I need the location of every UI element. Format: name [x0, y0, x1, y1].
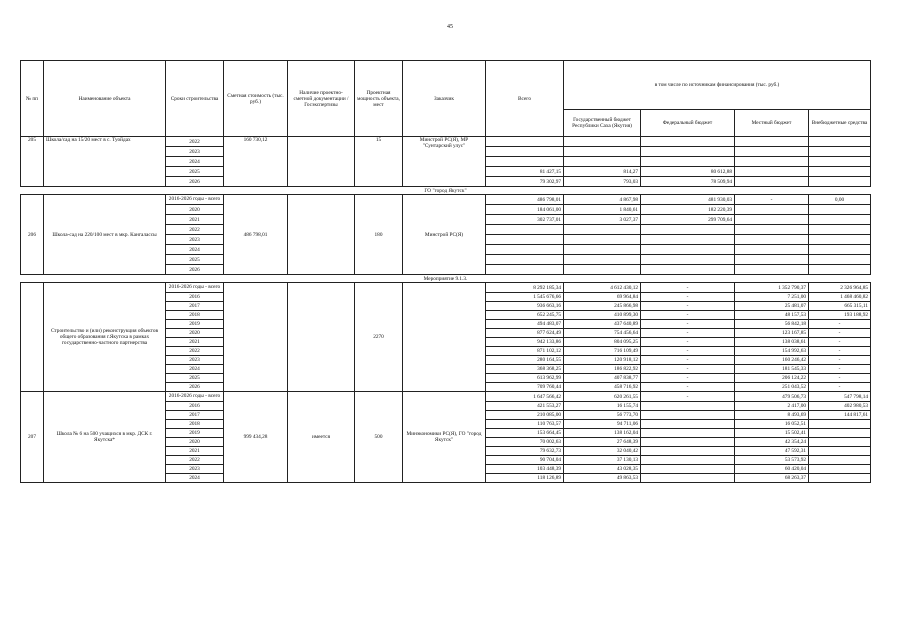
state-cell [564, 225, 641, 235]
extra-cell: - [809, 356, 871, 365]
state-cell [564, 157, 641, 167]
federal-cell [641, 235, 735, 245]
federal-cell [641, 465, 735, 474]
year-cell: 2017 [166, 302, 224, 311]
local-cell [735, 265, 809, 275]
col-header-name: Наименование объекта [44, 61, 166, 137]
state-cell: 56 773,70 [564, 411, 641, 420]
state-cell [564, 235, 641, 245]
local-cell: 206 124,22 [735, 374, 809, 383]
federal-cell: 80 612,88 [641, 167, 735, 177]
federal-cell: 182 220,39 [641, 205, 735, 215]
total-cell: 79 302,97 [486, 177, 564, 187]
local-cell: 56 842,18 [735, 320, 809, 329]
federal-cell [641, 255, 735, 265]
federal-cell [641, 474, 735, 483]
state-cell: 458 716,92 [564, 383, 641, 392]
state-cell: 410 899,30 [564, 311, 641, 320]
total-cell: 613 962,99 [486, 374, 564, 383]
state-cell: 4 612 430,12 [564, 283, 641, 293]
total-cell [486, 225, 564, 235]
extra-cell: - [809, 320, 871, 329]
year-cell: 2024 [166, 245, 224, 255]
federal-cell: - [641, 283, 735, 293]
extra-cell: 0,00 [809, 195, 871, 205]
extra-cell: 402 980,53 [809, 402, 871, 411]
year-cell: 2023 [166, 147, 224, 157]
federal-cell: 299 709,64 [641, 215, 735, 225]
state-cell: 186 822,92 [564, 365, 641, 374]
federal-cell: - [641, 374, 735, 383]
state-cell: 32 040,42 [564, 447, 641, 456]
year-cell: 2026 [166, 383, 224, 392]
cost-cell: 160 730,12 [224, 137, 288, 187]
total-cell: 1 647 566,42 [486, 392, 564, 402]
total-cell [486, 245, 564, 255]
state-cell: 1 840,61 [564, 205, 641, 215]
extra-cell: 547 798,14 [809, 392, 871, 402]
col-header-local: Местный бюджет [735, 110, 809, 137]
capacity-cell: 2270 [355, 283, 403, 392]
state-cell: 4 867,98 [564, 195, 641, 205]
state-cell: 138 162,04 [564, 429, 641, 438]
extra-cell [809, 420, 871, 429]
local-cell: 16 052,51 [735, 420, 809, 429]
federal-cell: - [641, 365, 735, 374]
extra-cell [809, 447, 871, 456]
year-cell: 2022 [166, 456, 224, 465]
table-row [21, 195, 871, 205]
year-cell: 2022 [166, 137, 224, 147]
header-row [21, 61, 871, 110]
state-cell [564, 147, 641, 157]
extra-cell [809, 205, 871, 215]
design-docs-cell: имеется [288, 392, 355, 483]
extra-cell [809, 456, 871, 465]
total-cell: 8 292 185,34 [486, 283, 564, 293]
year-cell: 2026 [166, 265, 224, 275]
state-cell: 43 028,35 [564, 465, 641, 474]
local-cell: - [735, 195, 809, 205]
year-cell: 2018 [166, 311, 224, 320]
year-cell: 2021 [166, 215, 224, 225]
extra-cell [809, 438, 871, 447]
state-cell [564, 137, 641, 147]
year-cell: 2023 [166, 356, 224, 365]
total-cell [486, 235, 564, 245]
total-cell: 184 061,00 [486, 205, 564, 215]
state-cell: 814,27 [564, 167, 641, 177]
federal-cell: - [641, 347, 735, 356]
extra-cell [809, 255, 871, 265]
total-cell: 90 704,04 [486, 456, 564, 465]
extra-cell [809, 474, 871, 483]
year-cell: 2016 [166, 402, 224, 411]
extra-cell: - [809, 347, 871, 356]
state-cell: 716 109,49 [564, 347, 641, 356]
design-docs-cell [288, 195, 355, 275]
state-cell [564, 245, 641, 255]
year-cell: 2020 [166, 205, 224, 215]
federal-cell [641, 447, 735, 456]
extra-cell [809, 465, 871, 474]
extra-cell [809, 429, 871, 438]
local-cell: 479 506,73 [735, 392, 809, 402]
federal-cell [641, 265, 735, 275]
year-cell: 2018 [166, 420, 224, 429]
year-cell: 2016-2026 годы - всего [166, 283, 224, 293]
extra-cell: - [809, 338, 871, 347]
state-cell [564, 265, 641, 275]
extra-cell: 2 326 964,85 [809, 283, 871, 293]
extra-cell: 193 188,92 [809, 311, 871, 320]
year-cell: 2019 [166, 429, 224, 438]
state-cell: 27 648,39 [564, 438, 641, 447]
extra-cell [809, 167, 871, 177]
page-number: 45 [447, 24, 453, 30]
total-cell: 421 553,27 [486, 402, 564, 411]
total-cell: 877 624,49 [486, 329, 564, 338]
local-cell [735, 177, 809, 187]
local-cell: 68 263,37 [735, 474, 809, 483]
cost-cell: 486 798,01 [224, 195, 288, 275]
year-cell: 2025 [166, 374, 224, 383]
cost-cell: 999 434,28 [224, 392, 288, 483]
total-cell: 110 763,57 [486, 420, 564, 429]
table-row [21, 392, 871, 402]
state-cell: 407 838,77 [564, 374, 641, 383]
local-cell [735, 255, 809, 265]
col-header-state-budget: Государственный бюджет Республики Саха (Якутия) [564, 110, 641, 137]
col-header-capacity: Проектная мощность объекта, мест [355, 61, 403, 137]
state-cell: 620 261,55 [564, 392, 641, 402]
state-cell [564, 255, 641, 265]
federal-cell [641, 147, 735, 157]
design-docs-cell [288, 137, 355, 187]
state-cell: 3 027,37 [564, 215, 641, 225]
extra-cell [809, 265, 871, 275]
year-cell: 2022 [166, 347, 224, 356]
extra-cell [809, 235, 871, 245]
col-header-customer: Заказчик [403, 61, 486, 137]
extra-cell: 144 817,61 [809, 411, 871, 420]
object-name: Школа № 6 на 500 учащихся в мкр. ДСК г. Якутска* [44, 392, 166, 483]
extra-cell [809, 245, 871, 255]
federal-cell [641, 411, 735, 420]
col-header-cost: Сметная стоимость (тыс. руб.) [224, 61, 288, 137]
total-cell: 79 632,73 [486, 447, 564, 456]
col-header-federal: Федеральный бюджет [641, 110, 735, 137]
design-docs-cell [288, 283, 355, 392]
local-cell [735, 147, 809, 157]
extra-cell [809, 215, 871, 225]
federal-cell [641, 456, 735, 465]
year-cell: 2022 [166, 225, 224, 235]
local-cell [735, 205, 809, 215]
local-cell: 60 420,04 [735, 465, 809, 474]
total-cell: 652 245,75 [486, 311, 564, 320]
federal-cell: - [641, 383, 735, 392]
year-cell: 2024 [166, 365, 224, 374]
customer-cell [403, 283, 486, 392]
financing-table [20, 60, 871, 483]
local-cell: 123 167,85 [735, 329, 809, 338]
total-cell: 153 664,45 [486, 429, 564, 438]
federal-cell [641, 245, 735, 255]
local-cell: 15 502,41 [735, 429, 809, 438]
local-cell [735, 137, 809, 147]
local-cell: 53 573,92 [735, 456, 809, 465]
customer-cell: Минстрой РС(Я), МР "Сунтарский улус" [403, 137, 486, 187]
total-cell [486, 255, 564, 265]
state-cell: 49 863,53 [564, 474, 641, 483]
extra-cell [809, 147, 871, 157]
state-cell: 120 918,12 [564, 356, 641, 365]
state-cell: 245 866,98 [564, 302, 641, 311]
section-title-gov-yakutsk: ГО "город Якутск" [21, 187, 871, 195]
federal-cell: - [641, 356, 735, 365]
total-cell: 118 126,89 [486, 474, 564, 483]
federal-cell: - [641, 320, 735, 329]
total-cell: 210 085,00 [486, 411, 564, 420]
federal-cell [641, 137, 735, 147]
total-cell: 1 545 676,66 [486, 293, 564, 302]
total-cell: 494 483,07 [486, 320, 564, 329]
local-cell: 181 545,33 [735, 365, 809, 374]
federal-cell [641, 420, 735, 429]
year-cell: 2021 [166, 447, 224, 456]
total-cell [486, 137, 564, 147]
col-header-design-docs: Наличие проектно-сметной документации /Госэкспертизы [288, 61, 355, 137]
federal-cell [641, 402, 735, 411]
total-cell: 871 102,12 [486, 347, 564, 356]
total-cell [486, 157, 564, 167]
total-cell [486, 147, 564, 157]
local-cell [735, 245, 809, 255]
extra-cell: - [809, 329, 871, 338]
local-cell [735, 157, 809, 167]
year-cell: 2020 [166, 329, 224, 338]
federal-cell: 78 509,94 [641, 177, 735, 187]
year-cell: 2025 [166, 255, 224, 265]
state-cell: 94 711,06 [564, 420, 641, 429]
object-name: Строительство и (или) реконструкция объектов общего образования г.Якутска в рамках государственно-частного партнерства [44, 283, 166, 392]
year-cell: 2023 [166, 235, 224, 245]
local-cell: 42 354,24 [735, 438, 809, 447]
cost-cell [224, 283, 288, 392]
federal-cell [641, 225, 735, 235]
extra-cell: - [809, 374, 871, 383]
col-header-no: № пп [21, 61, 44, 137]
state-cell: 804 095,25 [564, 338, 641, 347]
federal-cell [641, 157, 735, 167]
table-row [21, 137, 871, 147]
local-cell: 2 417,00 [735, 402, 809, 411]
federal-cell: - [641, 329, 735, 338]
local-cell: 1 352 790,37 [735, 283, 809, 293]
section-row [21, 275, 871, 283]
capacity-cell: 500 [355, 392, 403, 483]
total-cell: 942 133,86 [486, 338, 564, 347]
total-cell: 486 798,01 [486, 195, 564, 205]
extra-cell [809, 137, 871, 147]
total-cell: 368 368,25 [486, 365, 564, 374]
total-cell: 280 164,55 [486, 356, 564, 365]
local-cell [735, 215, 809, 225]
year-cell: 2021 [166, 338, 224, 347]
table-row [21, 283, 871, 293]
total-cell: 70 002,63 [486, 438, 564, 447]
local-cell: 138 038,61 [735, 338, 809, 347]
year-cell: 2026 [166, 177, 224, 187]
local-cell: 8 493,69 [735, 411, 809, 420]
year-cell: 2019 [166, 320, 224, 329]
extra-cell: 665 315,11 [809, 302, 871, 311]
local-cell [735, 225, 809, 235]
object-name: Школа-сад на 220/100 мест в мкр. Кангалассы [44, 195, 166, 275]
state-cell: 69 964,84 [564, 293, 641, 302]
federal-cell: - [641, 293, 735, 302]
local-cell: 160 246,42 [735, 356, 809, 365]
col-header-extrabudget: Внебюджетные средства [809, 110, 871, 137]
state-cell: 437 640,89 [564, 320, 641, 329]
total-cell [486, 265, 564, 275]
section-title-measure-913: Мероприятие 9.1.3. [21, 275, 871, 283]
extra-cell [809, 157, 871, 167]
total-cell: 302 737,01 [486, 215, 564, 225]
total-cell: 103 448,39 [486, 465, 564, 474]
col-header-sources: в том числе по источникам финансирования (тыс. руб.) [564, 61, 871, 110]
extra-cell [809, 225, 871, 235]
local-cell: 251 043,52 [735, 383, 809, 392]
federal-cell: - [641, 338, 735, 347]
federal-cell: - [641, 311, 735, 320]
extra-cell: - [809, 383, 871, 392]
year-cell: 2016-2026 годы - всего [166, 392, 224, 402]
total-cell: 709 760,44 [486, 383, 564, 392]
year-cell: 2016-2026 годы - всего [166, 195, 224, 205]
object-number: 205 [21, 137, 44, 187]
state-cell: 793,03 [564, 177, 641, 187]
state-cell: 37 130,13 [564, 456, 641, 465]
total-cell: 81 427,15 [486, 167, 564, 177]
state-cell: 754 456,64 [564, 329, 641, 338]
total-cell: 936 663,16 [486, 302, 564, 311]
col-header-terms: Сроки строительства [166, 61, 224, 137]
local-cell: 154 992,63 [735, 347, 809, 356]
year-cell: 2025 [166, 167, 224, 177]
object-number: 206 [21, 195, 44, 275]
local-cell: 47 592,31 [735, 447, 809, 456]
year-cell: 2024 [166, 157, 224, 167]
extra-cell: 1 468 460,82 [809, 293, 871, 302]
object-number: 207 [21, 392, 44, 483]
year-cell: 2016 [166, 293, 224, 302]
year-cell: 2023 [166, 465, 224, 474]
extra-cell [809, 177, 871, 187]
year-cell: 2017 [166, 411, 224, 420]
local-cell: 25 481,07 [735, 302, 809, 311]
customer-cell: Минэкономики РС(Я), ГО "город Якутск" [403, 392, 486, 483]
object-number [21, 283, 44, 392]
local-cell: 7 251,00 [735, 293, 809, 302]
federal-cell [641, 429, 735, 438]
section-row [21, 187, 871, 195]
federal-cell: 481 930,03 [641, 195, 735, 205]
local-cell [735, 167, 809, 177]
federal-cell [641, 438, 735, 447]
state-cell: 16 155,74 [564, 402, 641, 411]
capacity-cell: 180 [355, 195, 403, 275]
local-cell: 48 157,53 [735, 311, 809, 320]
customer-cell: Минстрой РС(Я) [403, 195, 486, 275]
year-cell: 2024 [166, 474, 224, 483]
federal-cell: - [641, 302, 735, 311]
object-name: Школа/сад на 15/20 мест в с. Туойдах [44, 137, 166, 187]
col-header-total: Всего [486, 61, 564, 137]
capacity-cell: 15 [355, 137, 403, 187]
extra-cell: - [809, 365, 871, 374]
year-cell: 2020 [166, 438, 224, 447]
local-cell [735, 235, 809, 245]
federal-cell: - [641, 392, 735, 402]
